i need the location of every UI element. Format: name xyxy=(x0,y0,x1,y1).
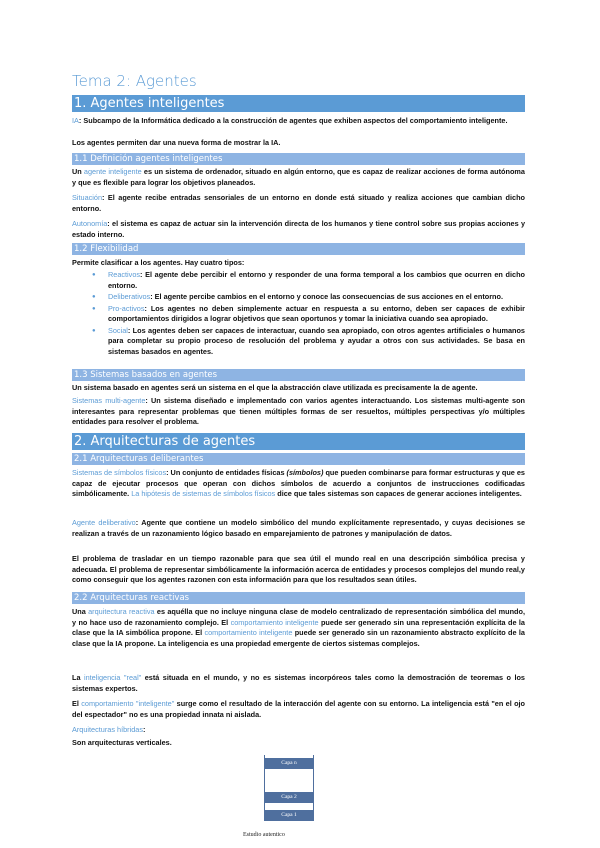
section-2-1-heading: 2.1 Arquitecturas deliberantes xyxy=(72,453,525,465)
abs-system-text: Un sistema basado en agentes será un sistema en el que la abstracción clave utilizada es precisamente la de agente. xyxy=(72,383,478,392)
agent-types-list xyxy=(92,270,525,358)
list-item: ● Reactivos: El agente debe percibir el entorno y responder de una forma temporal a los cambios que ocurren en dicho entorno. xyxy=(92,270,525,291)
translation-problem: El problema de trasladar en un tiempo razonable para que sea útil el mundo real en una descripción simbólica precisa y adecuada. El problema de representar simbólicamente la información acerca de entidades y procesos complejos del mundo real,y como conseguir que los agentes razonen con esta información para que los resultados sean útiles. xyxy=(72,554,525,584)
agent-definition: Un agente inteligente es un sistema de ordenador, situado en algún entorno, que es capaz de realizar acciones de forma autónoma y que es flexible para lograr los objetivos planeados. xyxy=(72,167,525,187)
flexibility-intro: Permite clasificar a los agentes. Hay cuatro tipos: xyxy=(72,258,245,267)
layer-1-box: Capa 1 xyxy=(264,810,314,821)
section-2-heading: 2. Arquitecturas de agentes xyxy=(72,433,525,450)
list-item: ● Pro-activos: Los agentes no deben simplemente actuar en respuesta a su entorno, deben ser capaces de exhibir comportamientos dirigidos a lograr objetivos que sean oportunos y tomar la iniciativa cuando sea apropiado. xyxy=(92,304,525,325)
section-1-heading: 1. Agentes inteligentes xyxy=(72,95,525,112)
list-item: ● Social: Los agentes deben ser capaces de interactuar, cuando sea apropiado, con otros agentes artificiales o humanos para completar su propio proceso de resolución del problema y ayudar a otros con sus actividades. Se basa en sistemas basados en agentes. xyxy=(92,326,525,358)
list-item: ● Deliberativos: El agente percibe cambios en el entorno y conoce las consecuencias de sus acciones en el entorno. xyxy=(92,292,525,303)
intelligent-behavior-text: El comportamiento "inteligente" surge como el resultado de la interacción del agente con su entorno. La inteligencia está "en el ojo del espectador" no es una propiedad innata ni aislada. xyxy=(72,699,526,719)
layer-2-box: Capa 2 xyxy=(264,792,314,803)
autonomia-definition: Autonomía: el sistema es capaz de actuar sin la intervención directa de los humanos y tiene control sobre sus propias acciones y estado interno. xyxy=(72,219,525,239)
real-intelligence-text: La inteligencia "real" está situada en el mundo, y no es sistemas incorpóreos tales como la demostración de teoremas o los sistemas expertos. xyxy=(72,673,525,693)
vertical-arch-text: Son arquitecturas verticales. xyxy=(72,738,172,747)
section-1-2-heading: 1.2 Flexibilidad xyxy=(72,243,525,255)
hybrid-arch-label: Arquitecturas híbridas: xyxy=(72,725,146,734)
multiagent-definition: Sistemas multi-agente: Un sistema diseñado e implementado con varios agentes interactuando. Los sistemas multi-agente son interesantes para representar problemas que tienen múltiples formas de ser resueltos, múltiples perspectivas y/o múltiples entidades para resolver el problema. xyxy=(72,396,525,426)
section-2-2-heading: 2.2 Arquitecturas reactivas xyxy=(72,592,525,604)
term: IA xyxy=(72,116,79,125)
deliberative-agent-definition: Agente deliberativo: Agente que contiene un modelo simbólico del mundo explícitamente representado, y cuyas decisiones se realizan a través de un razonamiento lógico basado en emparejamiento de patrones y manipulación de datos. xyxy=(72,518,525,538)
ia-definition: IA: Subcampo de la Informática dedicado a la construcción de agentes que exhiben aspectos del comportamiento inteligente. xyxy=(72,116,508,125)
document-title: Tema 2: Agentes xyxy=(72,72,197,90)
symbol-systems-definition: Sistemas de símbolos físicos: Un conjunto de entidades físicas (símbolos) que pueden combinarse para formar estructuras y que es capaz de ejecutar procesos que operan con dichos símbolos de acuerdo a conjuntos de instrucciones codificadas simbólicamente. La hipótesis de sistemas de símbolos físicos dice que tales sistemas son capaces de generar acciones inteligentes. xyxy=(72,468,525,498)
section-1-3-heading: 1.3 Sistemas basados en agentes xyxy=(72,369,525,381)
ia-note: Los agentes permiten dar una nueva forma de mostrar la IA. xyxy=(72,138,281,147)
diagram-caption: Estudio autentico xyxy=(243,832,285,838)
situacion-definition: Situación: El agente recibe entradas sensoriales de un entorno en donde está situado y realiza acciones que cambian dicho entorno. xyxy=(72,193,525,213)
layer-n-box: Capa n xyxy=(264,758,314,769)
reactive-arch-definition: Una arquitectura reactiva es aquélla que no incluye ninguna clase de modelo centralizado de representación simbólica del mundo, y no hace uso de razonamiento complejo. El comportamiento inteligente puede ser generado sin una representación explícita de la clase que la IA simbólica propone. El comportamiento inteligente puede ser generado sin un razonamiento abstracto explícito de la clase que la IA propone. La inteligencia es una propiedad emergente de ciertos sistemas complejos. xyxy=(72,607,525,648)
section-1-1-heading: 1.1 Definición agentes inteligentes xyxy=(72,153,525,165)
